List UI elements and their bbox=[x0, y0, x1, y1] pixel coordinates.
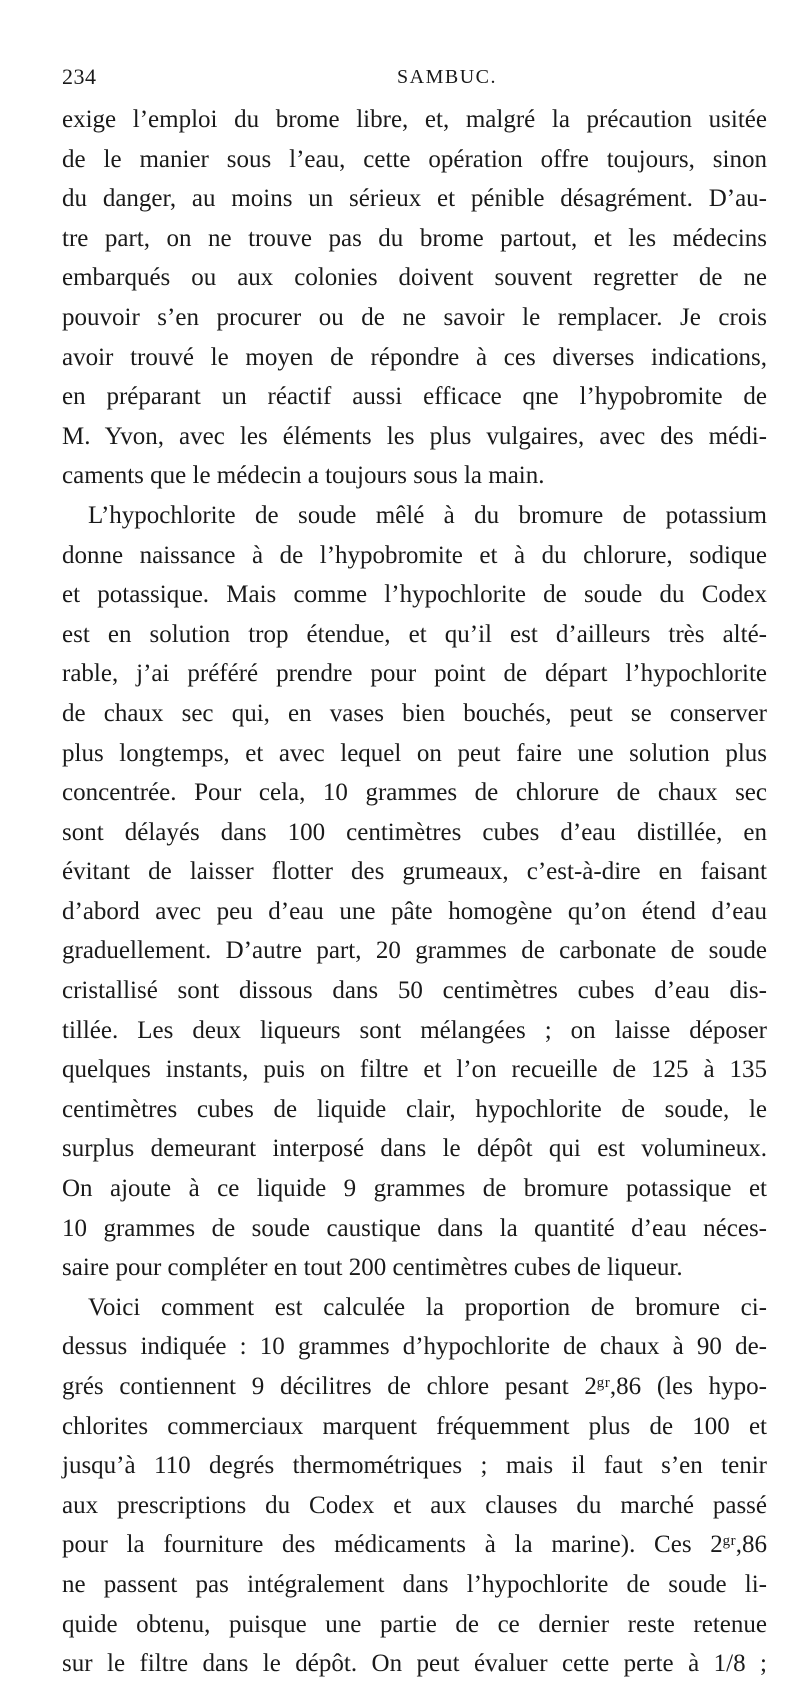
text-line: avoir trouvé le moyen de répondre à ces diverses indications, bbox=[62, 343, 767, 371]
text-line: chlorites commerciaux marquent fréquemment plus de 100 et bbox=[62, 1412, 767, 1440]
text-line: aux prescriptions du Codex et aux clauses du marché passé bbox=[62, 1491, 767, 1519]
text-line: et potassique. Mais comme l’hypochlorite de soude du Codex bbox=[62, 581, 767, 609]
text-line: sont délayés dans 100 centimètres cubes d’eau distillée, en bbox=[62, 818, 767, 846]
text-line: pour la fourniture des médicaments à la marine). Ces 2ᵍʳ,86 bbox=[62, 1531, 767, 1559]
text-line: sur le filtre dans le dépôt. On peut évaluer cette perte à 1/8 ; bbox=[62, 1650, 767, 1678]
page-number: 234 bbox=[62, 64, 97, 89]
text-line: ne passent pas intégralement dans l’hypochlorite de soude li- bbox=[62, 1570, 767, 1598]
text-line: plus longtemps, et avec lequel on peut faire une solution plus bbox=[62, 739, 767, 767]
text-line: caments que le médecin a toujours sous la main. bbox=[62, 462, 545, 490]
text-line: Voici comment est calculée la proportion de bromure ci- bbox=[88, 1293, 767, 1321]
text-line: tre part, on ne trouve pas du brome partout, et les médecins bbox=[62, 224, 767, 252]
text-line: dessus indiquée : 10 grammes d’hypochlorite de chaux à 90 de- bbox=[62, 1333, 767, 1361]
text-line: 10 grammes de soude caustique dans la quantité d’eau néces- bbox=[62, 1214, 767, 1242]
text-line: graduellement. D’autre part, 20 grammes de carbonate de soude bbox=[62, 937, 767, 965]
text-line: centimètres cubes de liquide clair, hypochlorite de soude, le bbox=[62, 1095, 767, 1123]
text-line: en préparant un réactif aussi efficace qne l’hypobromite de bbox=[62, 383, 767, 411]
text-line: quelques instants, puis on filtre et l’on recueille de 125 à 135 bbox=[62, 1056, 767, 1084]
page-header bbox=[62, 60, 762, 96]
running-head: SAMBUC. bbox=[397, 66, 497, 88]
text-line: saire pour compléter en tout 200 centimètres cubes de liqueur. bbox=[62, 1254, 683, 1282]
text-line: L’hypochlorite de soude mêlé à du bromure de potassium bbox=[88, 501, 767, 529]
text-line: donne naissance à de l’hypobromite et à du chlorure, sodique bbox=[62, 541, 767, 569]
text-line: de chaux sec qui, en vases bien bouchés, peut se conserver bbox=[62, 699, 767, 727]
text-line: surplus demeurant interposé dans le dépôt qui est volumineux. bbox=[62, 1135, 767, 1163]
text-line: d’abord avec peu d’eau une pâte homogène qu’on étend d’eau bbox=[62, 897, 767, 925]
text-line: jusqu’à 110 degrés thermométriques ; mais il faut s’en tenir bbox=[62, 1452, 767, 1480]
text-line: tillée. Les deux liqueurs sont mélangées ; on laisse déposer bbox=[62, 1016, 767, 1044]
text-line: exige l’emploi du brome libre, et, malgré la précaution usitée bbox=[62, 106, 767, 133]
text-line: est en solution trop étendue, et qu’il est d’ailleurs très alté- bbox=[62, 620, 767, 648]
text-line: évitant de laisser flotter des grumeaux, c’est-à-dire en faisant bbox=[62, 858, 767, 886]
text-line: du danger, au moins un sérieux et pénible désagrément. D’au- bbox=[62, 185, 767, 213]
text-line: de le manier sous l’eau, cette opération offre toujours, sinon bbox=[62, 145, 767, 173]
text-line: pouvoir s’en procurer ou de ne savoir le remplacer. Je crois bbox=[62, 303, 767, 331]
text-line: M. Yvon, avec les éléments les plus vulgaires, avec des médi- bbox=[62, 422, 767, 450]
text-line: grés contiennent 9 décilitres de chlore pesant 2ᵍʳ,86 (les hypo- bbox=[62, 1373, 767, 1400]
body-text bbox=[62, 100, 767, 1684]
text-line: On ajoute à ce liquide 9 grammes de bromure potassique et bbox=[62, 1175, 767, 1203]
text-line: embarqués ou aux colonies doivent souvent regretter de ne bbox=[62, 264, 767, 292]
text-line: cristallisé sont dissous dans 50 centimètres cubes d’eau dis- bbox=[62, 977, 767, 1005]
text-line: concentrée. Pour cela, 10 grammes de chlorure de chaux sec bbox=[62, 779, 767, 807]
text-line: quide obtenu, puisque une partie de ce dernier reste retenue bbox=[62, 1610, 767, 1638]
text-line: rable, j’ai préféré prendre pour point de départ l’hypochlorite bbox=[62, 660, 767, 688]
